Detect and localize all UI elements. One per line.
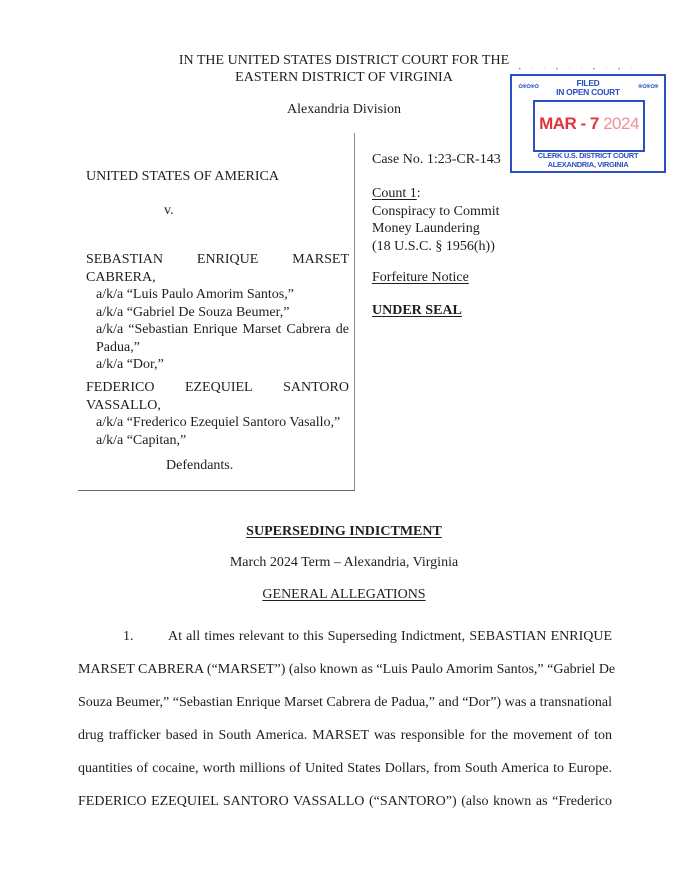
stamp-header: [512, 79, 664, 97]
stamp-date: [535, 114, 643, 134]
count-heading: [372, 185, 512, 203]
caption-divider-vertical: [354, 133, 355, 491]
stamp-date-box: [533, 100, 645, 152]
caption-divider-horizontal: [78, 490, 355, 491]
defendant-2-name-cont: VASSALLO,: [86, 397, 161, 413]
defendants-label: Defendants.: [166, 458, 234, 473]
stamp-ornament-right-icon: ❀✿❀✿❀: [637, 83, 658, 90]
under-seal: [372, 302, 512, 320]
paragraph-line: drug trafficker based in South America. MARSET was responsible for the movement of ton: [78, 728, 612, 743]
forfeiture-notice: [372, 269, 512, 287]
defendant-1-alias: a/k/a “Luis Paulo Amorim Santos,”: [96, 287, 294, 302]
stamp-clerk: CLERK U.S. DISTRICT COURT: [537, 151, 639, 160]
stamp-location: ALEXANDRIA, VIRGINIA: [547, 160, 629, 169]
court-name-line-2: EASTERN DISTRICT OF VIRGINIA: [235, 70, 453, 85]
under-seal-label: UNDER SEAL: [372, 303, 462, 318]
defendant-1-block: [86, 251, 349, 374]
paragraph-line-text: At all times relevant to this Superseding Indictment, SEBASTIAN ENRIQUE: [168, 629, 612, 644]
defendant-2-alias: a/k/a “Frederico Ezequiel Santoro Vasallo,”: [96, 415, 341, 430]
defendant-2-name-word: EZEQUIEL: [184, 380, 253, 395]
filed-stamp: [510, 74, 666, 173]
defendant-1-alias: a/k/a “Sebastian Enrique Marset Cabrera de: [96, 322, 349, 337]
defendant-1-alias-cont: Padua,”: [96, 339, 140, 355]
versus-label: v.: [164, 203, 174, 218]
plaintiff-name: UNITED STATES OF AMERICA: [86, 169, 279, 184]
document-title: [0, 524, 688, 540]
stamp-date-year: 2024: [603, 114, 639, 133]
count-block: [372, 185, 512, 255]
stamp-open-court: IN OPEN COURT: [556, 87, 620, 97]
stamp-dots-decoration: • · · • · · • · • ·: [518, 66, 637, 73]
section-heading: [0, 587, 688, 603]
defendant-2-alias: a/k/a “Capitan,”: [96, 432, 187, 448]
paragraph-line: FEDERICO EZEQUIEL SANTORO VASSALLO (“SANTORO”) (also known as “Frederico: [78, 794, 612, 809]
defendant-2-name-word: SANTORO: [283, 380, 349, 395]
stamp-footer: [512, 151, 664, 169]
defendant-1-alias: a/k/a “Gabriel De Souza Beumer,”: [96, 304, 290, 320]
paragraph-line: [78, 620, 612, 653]
paragraph-line: Souza Beumer,” “Sebastian Enrique Marset Cabrera de Padua,” and “Dor”) was a transnational: [78, 695, 612, 710]
paragraph-1: [78, 620, 616, 818]
defendant-1-name-word: ENRIQUE: [196, 252, 259, 267]
stamp-ornament-left-icon: ✿❀✿❀✿: [518, 83, 539, 90]
defendant-1-name-cont: CABRERA,: [86, 269, 156, 285]
stamp-filed: FILED: [576, 78, 600, 88]
paragraph-line: quantities of cocaine, worth millions of United States Dollars, from South America to Europe.: [78, 761, 612, 776]
term-line: March 2024 Term – Alexandria, Virginia: [229, 555, 459, 570]
defendant-1-name-word: MARSET: [292, 252, 349, 267]
defendant-1-alias: a/k/a “Dor,”: [96, 357, 164, 372]
count-colon: :: [416, 186, 421, 201]
division-label: Alexandria Division: [287, 102, 401, 117]
court-name-line-1: IN THE UNITED STATES DISTRICT COURT FOR THE: [178, 53, 510, 68]
count-desc-line: Conspiracy to Commit: [372, 203, 500, 219]
case-number: Case No. 1:23-CR-143: [372, 152, 501, 167]
defendant-2-name: [86, 379, 349, 397]
defendant-2-name-word: FEDERICO: [86, 380, 155, 395]
paragraph-number: 1.: [123, 629, 134, 644]
defendant-2-block: [86, 379, 349, 449]
defendant-1-name: [86, 251, 349, 269]
stamp-date-day: MAR - 7: [539, 114, 599, 133]
defendant-1-name-word: SEBASTIAN: [86, 252, 164, 267]
document-title-text: SUPERSEDING INDICTMENT: [246, 524, 442, 539]
count-label: Count 1: [372, 186, 417, 201]
paragraph-line: MARSET CABRERA (“MARSET”) (also known as “Luis Paulo Amorim Santos,” “Gabriel De: [78, 662, 616, 677]
forfeiture-notice-label: Forfeiture Notice: [372, 270, 469, 285]
count-desc-line: (18 U.S.C. § 1956(h)): [372, 238, 495, 254]
section-heading-text: GENERAL ALLEGATIONS: [262, 587, 426, 602]
count-desc-line: Money Laundering: [372, 221, 480, 236]
